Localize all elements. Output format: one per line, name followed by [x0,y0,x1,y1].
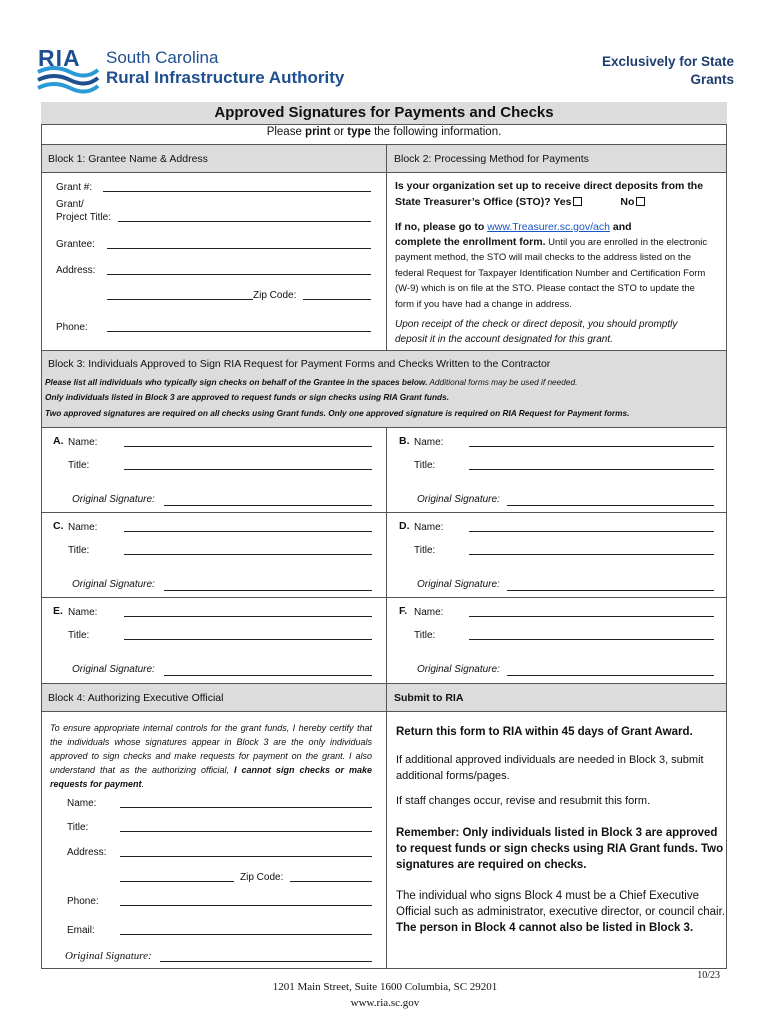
no-label: No [620,196,635,208]
ceo-text: The individual who signs Block 4 must be a Chief Executive Official such as administrator, executive director, or council chair. [396,890,725,918]
signer-title-label: Title: [414,460,436,471]
signer-signature-label: Original Signature: [417,494,500,505]
enroll-text: complete the enrollment form. [395,235,546,248]
form-title: Approved Signatures for Payments and Checks [41,102,727,125]
signer-signature-label: Original Signature: [417,579,500,590]
signer-name-label: Name: [414,607,444,618]
signer-signature-field[interactable] [164,675,372,676]
b4-address-field[interactable] [120,856,372,857]
b4-email-label: Email: [67,925,95,936]
b4-address-label: Address: [67,847,107,858]
divider [386,683,387,969]
exclusive-line2: Grants [690,72,734,87]
divider [41,427,727,428]
b4-phone-field[interactable] [120,905,372,906]
phone-label: Phone: [56,322,88,333]
project-title-label: Project Title: [56,212,112,223]
signer-signature-field[interactable] [164,505,372,506]
b4-zip-field[interactable] [290,881,372,882]
signer-name-label: Name: [68,607,98,618]
divider [387,597,727,598]
remember-note: Remember: Only individuals listed in Block 3 are approved to request funds or sign checks using RIA Grant funds. Two signatures are required on checks. [396,827,724,871]
subtitle-post: the following information. [370,126,502,138]
signer-title-label: Title: [68,545,90,556]
signer-title-label: Title: [414,545,436,556]
ceo-note [396,888,726,936]
block3-title: Block 3: Individuals Approved to Sign RIA Request for Payment Forms and Checks Written to the Contractor [48,358,551,370]
signer-name-label: Name: [414,522,444,533]
signer-title-field[interactable] [124,639,372,640]
subtitle-print: print [305,126,331,138]
address-label: Address: [56,265,96,276]
enrollment-info [395,220,715,312]
logo-text: RIA [38,45,81,71]
signer-signature-label: Original Signature: [72,664,155,675]
signer-signature-field[interactable] [164,590,372,591]
divider [386,427,387,683]
divider [41,512,386,513]
grant-slash-label: Grant/ [56,199,84,210]
org-name-line1: South Carolina [106,48,219,67]
intro-bold: I cannot sign checks or make requests for payment [50,765,372,789]
signer-signature-label: Original Signature: [72,579,155,590]
footer-address: 1201 Main Street, Suite 1600 Columbia, SC 29201 [272,981,498,993]
b4-name-label: Name: [67,798,97,809]
block3-note3: Two approved signatures are required on all checks using Grant funds. Only one approved signature is required on RIA Request for Payment forms. [45,408,630,418]
signer-name-label: Name: [68,522,98,533]
signer-name-field[interactable] [124,446,372,447]
treasurer-link[interactable]: www.Treasurer.sc.gov/ach [487,221,610,233]
signer-name-field[interactable] [469,616,714,617]
signer-title-field[interactable] [469,554,714,555]
project-title-field[interactable] [118,221,371,222]
question-text: Is your organization set up to receive direct deposits from the State Treasurer’s Office (STO)? [395,180,704,208]
org-name-line2: Rural Infrastructure Authority [106,68,345,87]
signer-title-label: Title: [414,630,436,641]
signer-signature-label: Original Signature: [72,494,155,505]
b4-zip-label: Zip Code: [240,872,284,883]
address-field[interactable] [107,274,371,275]
yes-checkbox[interactable] [573,197,582,206]
b4-email-field[interactable] [120,934,372,935]
intro-end: . [141,779,145,789]
signer-name-label: Name: [68,437,98,448]
signer-letter: B. [399,435,410,447]
form-subtitle [41,125,727,140]
subtitle-pre: Please [266,126,306,138]
block3-note2: Only individuals listed in Block 3 are approved to request funds or sign checks using RIA Grant funds. [45,392,450,402]
note1-bold: Please list all individuals who typically sign checks on behalf of the Grantee in the spaces below. [45,377,428,387]
signer-signature-field[interactable] [507,675,714,676]
block4-intro [50,721,372,791]
divider [41,597,386,598]
grantee-label: Grantee: [56,239,95,250]
submit-title: Submit to RIA [394,692,464,704]
exclusive-note [602,53,734,89]
intro-text: To ensure appropriate internal controls for the grant funds, I hereby certify that the individuals whose signatures appear in Block 3 are the only individuals approved to sign checks and make requests for payment on the grant. I also understand that as the authorizing official, [50,723,372,775]
signer-title-field[interactable] [124,554,372,555]
exclusive-line1: Exclusively for State [601,54,734,69]
b4-title-label: Title: [67,822,89,833]
yes-label: Yes [553,196,572,208]
divider [386,144,387,350]
signer-letter: D. [399,520,410,532]
phone-field[interactable] [107,331,371,332]
signer-name-field[interactable] [124,531,372,532]
signer-letter: C. [53,520,64,532]
note1-rest: Additional forms may be used if needed. [427,377,578,387]
zip-label: Zip Code: [253,290,297,301]
b4-city-field[interactable] [120,881,234,882]
signer-name-field[interactable] [469,446,714,447]
signer-signature-field[interactable] [507,505,714,506]
city-state-field[interactable] [107,299,253,300]
version-label: 10/23 [697,970,720,981]
signer-name-field[interactable] [124,616,372,617]
subtitle-type: type [347,126,371,138]
staff-note: If staff changes occur, revise and resubmit this form. [396,795,651,807]
signer-name-field[interactable] [469,531,714,532]
block1-title: Block 1: Grantee Name & Address [48,153,208,165]
block2-title: Block 2: Processing Method for Payments [394,153,589,165]
divider [387,512,727,513]
upon-receipt-note: Upon receipt of the check or direct deposit, you should promptly deposit it in the account designated for this grant. [395,319,678,345]
if-no-text: If no, please go to [395,221,488,233]
grant-number-label: Grant #: [56,182,93,193]
if-no-post: and [609,221,632,233]
no-checkbox[interactable] [636,197,645,206]
grant-number-field[interactable] [103,191,371,192]
enroll-info-text: Until you are enrolled in the electronic payment method, the STO will mail checks to the address listed on the federal Request for Taxpayer Identification Number and Certification Form (W-9) which is on file at the STO. Please contact the STO to update the form if you have had a change in address. [395,236,708,310]
divider [41,711,727,712]
return-note: Return this form to RIA within 45 days of Grant Award. [396,726,693,738]
b4-title-field[interactable] [120,831,372,832]
ceo-bold: The person in Block 4 cannot also be listed in Block 3. [396,922,694,934]
signer-letter: E. [53,605,63,617]
zip-field[interactable] [303,299,371,300]
footer-website[interactable]: www.ria.sc.gov [350,997,420,1009]
grantee-field[interactable] [107,248,371,249]
b4-signature-field[interactable] [160,961,372,962]
signer-signature-field[interactable] [507,590,714,591]
subtitle-or: or [330,126,348,138]
b4-name-field[interactable] [120,807,372,808]
signer-title-label: Title: [68,630,90,641]
divider [41,172,727,173]
block4-title: Block 4: Authorizing Executive Official [48,692,224,704]
b4-phone-label: Phone: [67,896,99,907]
signer-title-field[interactable] [469,639,714,640]
signer-title-field[interactable] [469,469,714,470]
signer-name-label: Name: [414,437,444,448]
signer-letter: F. [399,605,408,617]
signer-title-label: Title: [68,460,90,471]
direct-deposit-question [395,178,705,210]
b4-signature-label: Original Signature: [65,950,152,962]
signer-letter: A. [53,435,64,447]
signer-signature-label: Original Signature: [417,664,500,675]
block3-note1 [45,375,577,389]
additional-note: If additional approved individuals are needed in Block 3, submit additional forms/pages. [396,754,704,782]
signer-title-field[interactable] [124,469,372,470]
